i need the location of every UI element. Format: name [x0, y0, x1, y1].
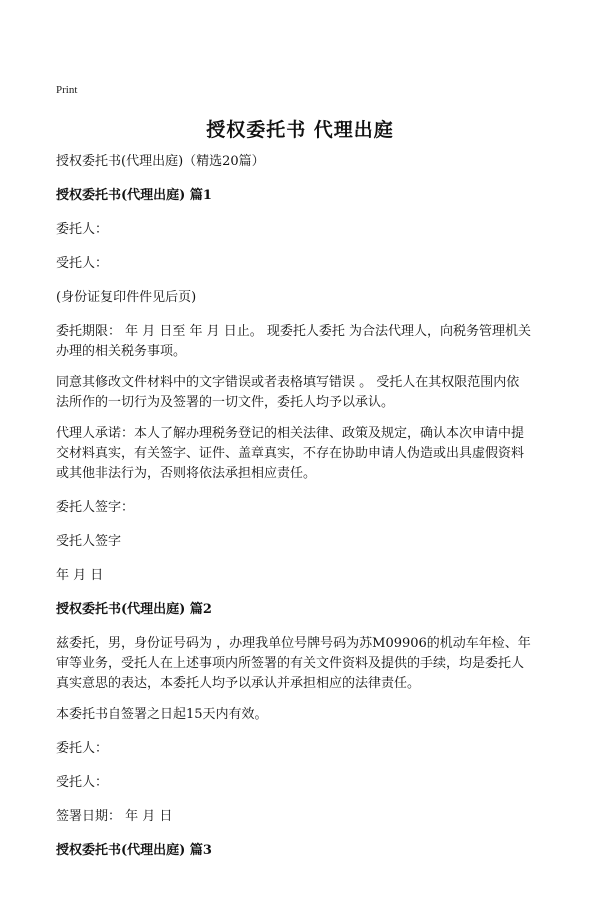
section1-principal-sign: 委托人签字： [56, 500, 135, 515]
print-label: Print [56, 84, 78, 96]
document-title: 授权委托书 代理出庭 [206, 119, 394, 141]
section1-promise-line3: 或其他非法行为，否则将依法承担相应责任。 [56, 466, 317, 481]
document-body [56, 152, 556, 861]
section2-body-line2: 审等业务，受托人在上述事项内所签署的有关文件资料及提供的手续，均是委托人 [56, 656, 525, 671]
section1-term-line2: 办理的相关税务事项。 [56, 344, 187, 359]
section1-id-note: (身份证复印件件见后页) [56, 290, 197, 305]
section2-heading: 授权委托书(代理出庭) 篇2 [56, 602, 212, 617]
section1-heading: 授权委托书(代理出庭) 篇1 [56, 188, 212, 203]
section2-body-line1: 兹委托，男，身份证号码为 ，办理我单位号牌号码为苏M09906的机动车年检、年 [56, 636, 531, 651]
section1-consent-line1: 同意其修改文件材料中的文字错误或者表格填写错误 。 受托人在其权限范围内依 [56, 375, 520, 390]
section3-heading: 授权委托书(代理出庭) 篇3 [56, 843, 212, 858]
section2-body-line3: 真实意思的表达，本委托人均予以承认并承担相应的法律责任。 [56, 676, 421, 691]
section1-promise-line2: 交材料真实，有关签字、证件、盖章真实，不存在协助申请人伪造或出具虚假资料 [56, 446, 525, 461]
section1-date: 年 月 日 [56, 568, 104, 583]
section2-agent: 受托人： [56, 775, 109, 790]
section2-validity: 本委托书自签署之日起15天内有效。 [56, 707, 268, 722]
section2-principal: 委托人： [56, 741, 109, 756]
section1-agent-sign: 受托人签字 [56, 534, 122, 549]
section1-principal: 委托人： [56, 222, 109, 237]
intro-line: 授权委托书(代理出庭)（精选20篇） [56, 154, 265, 169]
section2-sign-date: 签署日期： 年 月 日 [56, 809, 173, 824]
section1-promise-line1: 代理人承诺：本人了解办理税务登记的相关法律、政策及规定，确认本次申请中提 [56, 426, 525, 441]
section1-agent: 受托人： [56, 256, 109, 271]
section1-term-line1: 委托期限： 年 月 日至 年 月 日止。 现委托人委托 为合法代理人，向税务管理机关 [56, 324, 532, 339]
section1-consent-line2: 法所作的一切行为及签署的一切文件，委托人均予以承认。 [56, 395, 395, 410]
